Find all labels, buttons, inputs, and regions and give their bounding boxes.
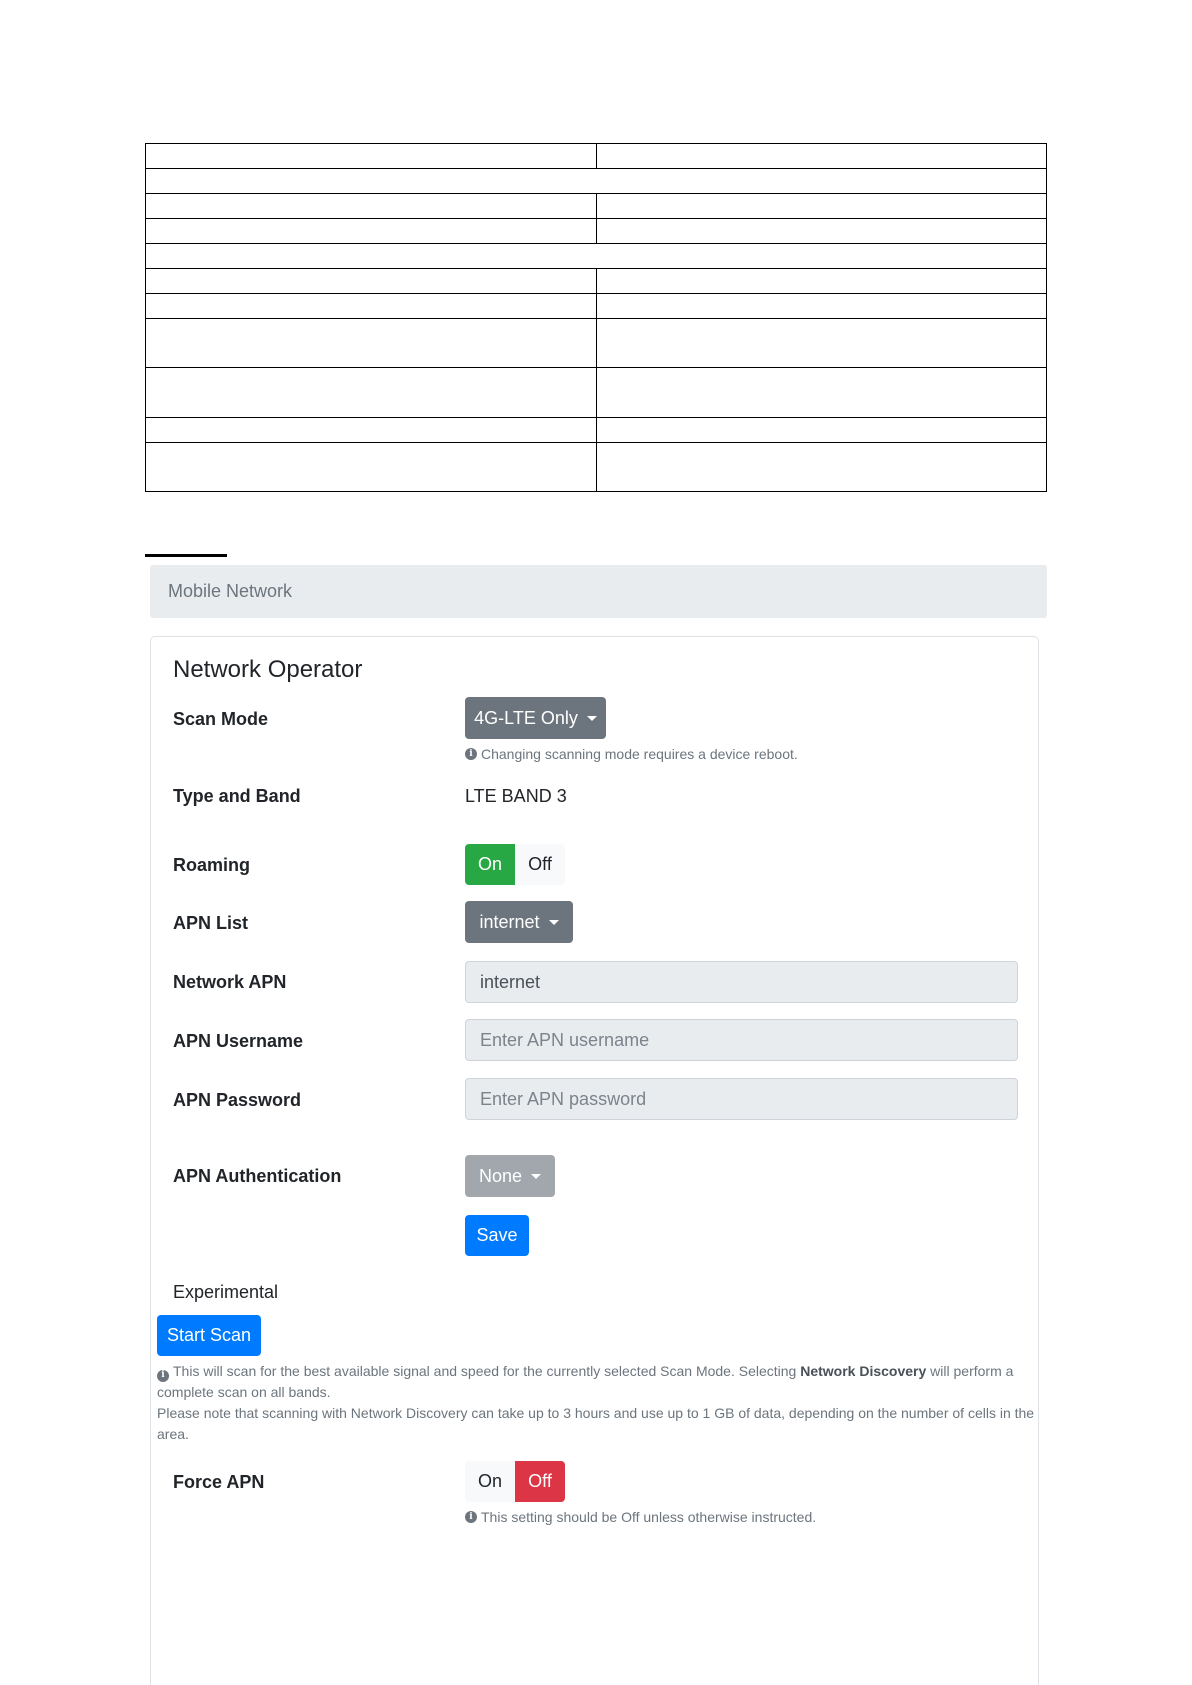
- network-discovery-emphasis: Network Discovery: [800, 1363, 927, 1379]
- scan-mode-dropdown[interactable]: [465, 697, 606, 739]
- scan-mode-value: 4G-LTE Only: [474, 707, 578, 728]
- scan-help-text-part2: will perform a complete scan on all bands.: [157, 1363, 1014, 1400]
- roaming-off-button[interactable]: Off: [515, 844, 565, 885]
- scan-mode-help-text: Changing scanning mode requires a device reboot.: [481, 746, 798, 762]
- scan-mode-label: Scan Mode: [173, 709, 269, 729]
- table-cell: [596, 368, 1047, 418]
- table-cell: [146, 418, 597, 443]
- table-cell: [146, 169, 1047, 194]
- scan-help-line-2: Please note that scanning with Network Discovery can take up to 3 hours and use up to 1 GB of data, depending on the number of cells in the area.: [157, 1405, 1035, 1442]
- breadcrumb-item: Mobile Network: [168, 581, 293, 601]
- table-cell: [596, 294, 1047, 319]
- network-apn-field[interactable]: [465, 961, 1018, 1003]
- caret-down-icon: [549, 920, 559, 925]
- card-title: Network Operator: [173, 656, 363, 683]
- table-cell: [596, 194, 1047, 219]
- info-circle-icon: i: [465, 1511, 477, 1523]
- table-cell: [146, 443, 597, 492]
- roaming-on-button[interactable]: On: [465, 844, 515, 885]
- info-circle-icon: i: [465, 748, 477, 760]
- force-apn-help-text: This setting should be Off unless otherwise instructed.: [481, 1509, 817, 1525]
- table-cell: [146, 194, 597, 219]
- table-cell: [596, 418, 1047, 443]
- type-and-band-value: LTE BAND 3: [465, 786, 567, 806]
- experimental-heading: Experimental: [173, 1282, 279, 1302]
- apn-username-label: APN Username: [173, 1031, 304, 1051]
- table-cell: [596, 443, 1047, 492]
- table-cell: [146, 219, 597, 244]
- force-apn-label: Force APN: [173, 1472, 265, 1492]
- apn-authentication-dropdown[interactable]: [465, 1155, 555, 1197]
- save-button[interactable]: Save: [465, 1215, 529, 1256]
- caret-down-icon: [587, 716, 597, 721]
- empty-grid-table: [145, 143, 1047, 492]
- apn-password-field[interactable]: [465, 1078, 1018, 1120]
- force-apn-toggle: [465, 1461, 565, 1502]
- apn-list-value: internet: [479, 911, 540, 932]
- breadcrumb: [150, 565, 1047, 618]
- apn-username-field[interactable]: [465, 1019, 1018, 1061]
- table-cell: [146, 269, 597, 294]
- table-cell: [596, 219, 1047, 244]
- info-circle-icon: i: [157, 1370, 169, 1382]
- caret-down-icon: [531, 1174, 541, 1179]
- apn-password-label: APN Password: [173, 1090, 302, 1110]
- table-cell: [596, 144, 1047, 169]
- table-cell: [596, 319, 1047, 368]
- apn-list-dropdown[interactable]: [465, 901, 573, 943]
- table-cell: [146, 144, 597, 169]
- section-divider: [145, 554, 227, 557]
- roaming-label: Roaming: [173, 855, 251, 875]
- type-and-band-label: Type and Band: [173, 786, 301, 806]
- force-apn-off-button[interactable]: Off: [515, 1461, 565, 1502]
- table-cell: [146, 244, 1047, 269]
- apn-authentication-label: APN Authentication: [173, 1166, 342, 1186]
- table-cell: [596, 269, 1047, 294]
- network-apn-label: Network APN: [173, 972, 287, 992]
- apn-list-label: APN List: [173, 913, 249, 933]
- scan-help-text-part1: This will scan for the best available signal and speed for the currently selected Scan Mode. Selecting: [173, 1363, 801, 1379]
- roaming-toggle: [465, 844, 565, 885]
- scan-help: [157, 1361, 1037, 1445]
- table-cell: [146, 319, 597, 368]
- apn-authentication-value: None: [478, 1165, 523, 1186]
- table-cell: [146, 294, 597, 319]
- scan-mode-help: [465, 746, 798, 762]
- table-cell: [146, 368, 597, 418]
- force-apn-on-button[interactable]: On: [465, 1461, 515, 1502]
- start-scan-button[interactable]: Start Scan: [157, 1315, 261, 1356]
- force-apn-help: [465, 1509, 816, 1525]
- scan-help-line-1: [157, 1361, 1037, 1403]
